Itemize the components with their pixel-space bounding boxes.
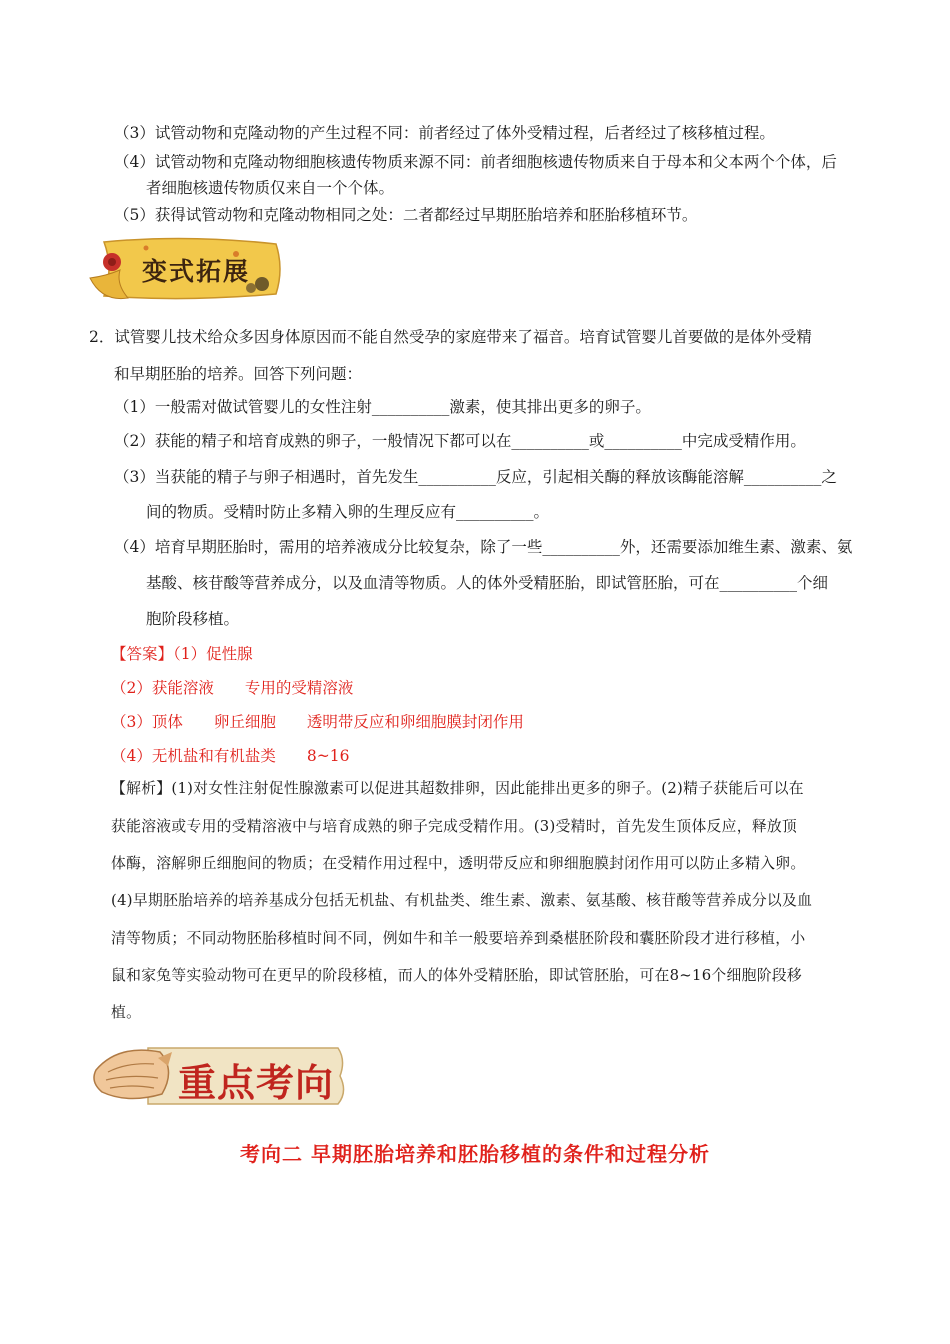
answer-3: （3）顶体 卵丘细胞 透明带反应和卵细胞膜封闭作用 [111, 713, 524, 731]
explanation-line-2: 获能溶液或专用的受精溶液中与培育成熟的卵子完成受精作用。(3)受精时，首先发生顶体反应，释放顶 [111, 818, 798, 835]
intro-line-5: （5）获得试管动物和克隆动物相同之处：二者都经过早期胚胎培养和胚胎移植环节。 [114, 206, 698, 224]
question-line-2: 和早期胚胎的培养。回答下列问题： [114, 365, 363, 383]
banner-variant-extension [86, 232, 286, 306]
question-part-3b: 间的物质。受精时防止多精入卵的生理反应有__________。 [146, 503, 550, 521]
section-title: 考向二 早期胚胎培养和胚胎移植的条件和过程分析 [240, 1142, 710, 1166]
question-part-3a: （3）当获能的精子与卵子相遇时，首先发生__________反应，引起相关酶的释放该酶能溶解__________之 [114, 468, 837, 486]
question-part-2: （2）获能的精子和培育成熟的卵子，一般情况下都可以在__________或__________中完成受精作用。 [114, 432, 806, 450]
question-part-4a: （4）培育早期胚胎时，需用的培养液成分比较复杂，除了一些__________外，还需要添加维生素、激素、氨 [114, 538, 853, 556]
explanation-line-4: (4)早期胚胎培养的培养基成分包括无机盐、有机盐类、维生素、激素、氨基酸、核苷酸等营养成分以及血 [111, 892, 813, 909]
answer-line-1 [111, 642, 253, 666]
banner-key-direction [88, 1040, 350, 1112]
banner-variant-extension-label: 变式拓展 [142, 257, 251, 286]
intro-line-3: （3）试管动物和克隆动物的产生过程不同：前者经过了体外受精过程，后者经过了核移植过程。 [114, 124, 775, 142]
question-part-4c: 胞阶段移植。 [146, 610, 240, 628]
explanation-line-5: 清等物质；不同动物胚胎移植时间不同，例如牛和羊一般要培养到桑椹胚阶段和囊胚阶段才进行移植，小 [111, 930, 806, 947]
answer-2: （2）获能溶液 专用的受精溶液 [111, 679, 354, 697]
intro-line-4b: 者细胞核遗传物质仅来自一个个体。 [146, 179, 395, 197]
intro-line-4a: （4）试管动物和克隆动物细胞核遗传物质来源不同：前者细胞核遗传物质来自于母本和父本两个个体，后 [114, 153, 837, 171]
explanation-line-3: 体酶，溶解卵丘细胞间的物质；在受精作用过程中，透明带反应和卵细胞膜封闭作用可以防止多精入卵。 [111, 855, 806, 872]
answer-4: （4）无机盐和有机盐类 8~16 [111, 747, 350, 765]
explanation-line-6: 鼠和家兔等实验动物可在更早的阶段移植，而人的体外受精胚胎，即试管胚胎，可在8~16个细胞阶段移 [111, 967, 803, 984]
explanation-line-7: 植。 [111, 1004, 142, 1021]
explanation-line-1: 【解析】(1)对女性注射促性腺激素可以促进其超数排卵，因此能排出更多的卵子。(2)精子获能后可以在 [111, 780, 804, 797]
answer-label: 【答案】 [111, 645, 174, 663]
banner-key-direction-label: 重点考向 [178, 1060, 335, 1105]
answer-1: （1）促性腺 [173, 645, 253, 663]
question-part-1: （1）一般需对做试管婴儿的女性注射__________激素，使其排出更多的卵子。 [114, 398, 651, 416]
question-part-4b: 基酸、核苷酸等营养成分，以及血清等物质。人的体外受精胚胎，即试管胚胎，可在__________个细 [146, 574, 829, 592]
question-line-1: 2．试管婴儿技术给众多因身体原因而不能自然受孕的家庭带来了福音。培育试管婴儿首要做的是体外受精 [89, 328, 812, 346]
